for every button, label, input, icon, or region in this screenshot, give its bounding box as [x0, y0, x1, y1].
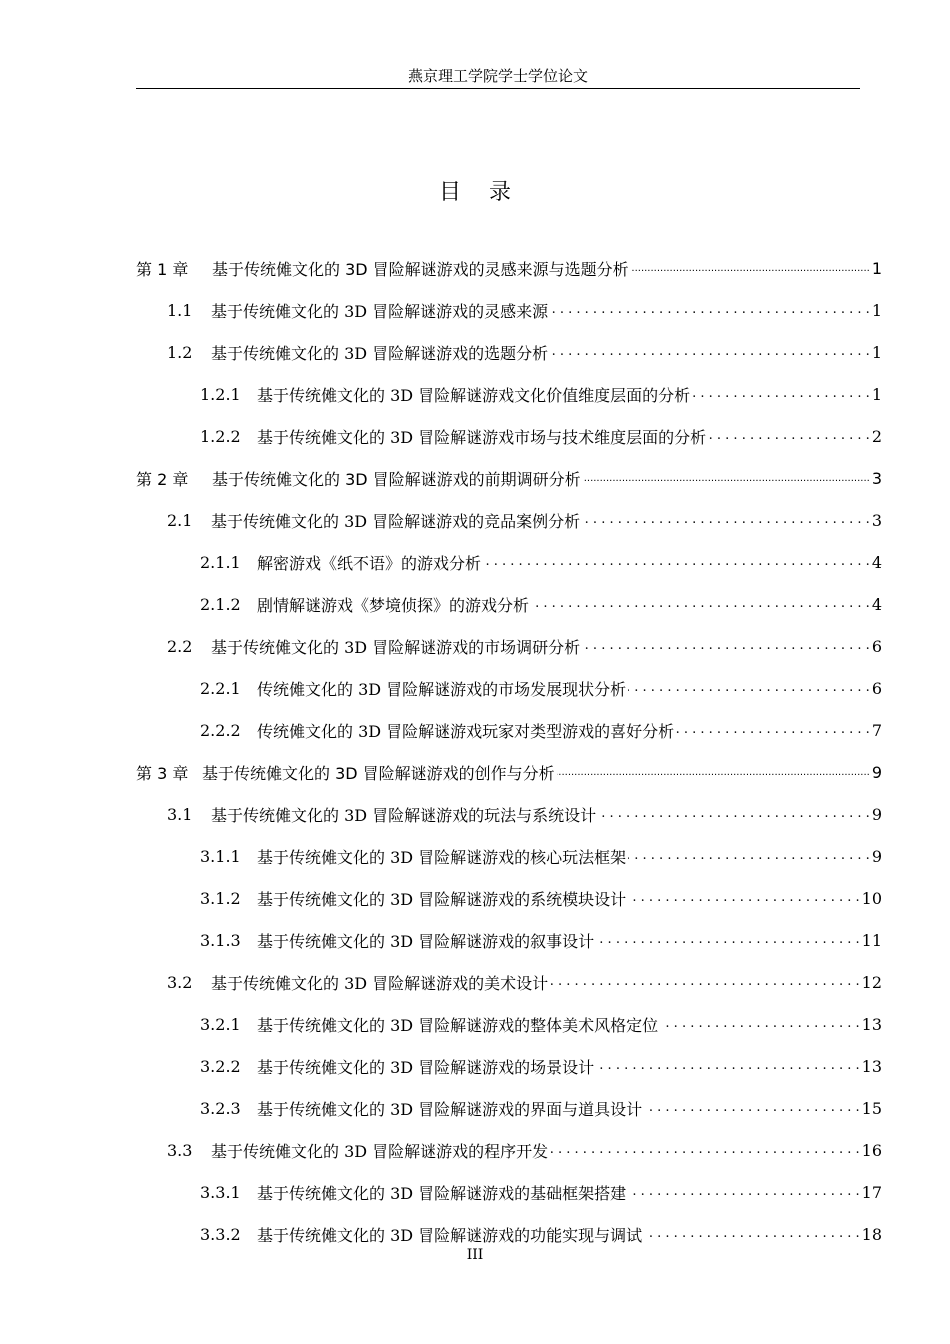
toc-entry[interactable] — [136, 709, 882, 751]
toc-dot-leader — [628, 846, 870, 866]
toc-entry-title: 基于传统傩文化的 3D 冒险解谜游戏的选题分析 — [211, 343, 549, 363]
toc-entry-number: 2.1.2 — [200, 594, 241, 614]
toc-entry-page: 13 — [861, 1014, 882, 1034]
toc-dot-leader — [644, 1098, 859, 1118]
toc-entry-title: 基于传统傩文化的 3D 冒险解谜游戏的竞品案例分析 — [211, 511, 581, 531]
toc-entry[interactable] — [136, 541, 882, 583]
toc-entry[interactable] — [136, 583, 882, 625]
toc-entry-title: 解密游戏《纸不语》的游戏分析 — [257, 553, 482, 573]
toc-entry-number: 3.2.1 — [200, 1014, 241, 1034]
toc-entry[interactable] — [136, 877, 882, 919]
toc-entry-number: 1.1 — [167, 300, 193, 320]
toc-dot-leader — [557, 762, 870, 782]
toc-entry[interactable] — [136, 457, 882, 499]
toc-entry-page: 18 — [861, 1224, 882, 1244]
toc-entry[interactable] — [136, 331, 882, 373]
toc-entry-page: 6 — [871, 636, 882, 656]
toc-entry-number: 3.2.2 — [200, 1056, 241, 1076]
toc-entry-title: 基于传统傩文化的 3D 冒险解谜游戏的玩法与系统设计 — [211, 805, 597, 825]
toc-entry-number: 第 1 章 — [136, 259, 189, 279]
toc-entry-title: 基于传统傩文化的 3D 冒险解谜游戏文化价值维度层面的分析 — [257, 385, 691, 405]
toc-entry-page: 17 — [861, 1182, 882, 1202]
toc-entry[interactable] — [136, 919, 882, 961]
toc-entry-title: 基于传统傩文化的 3D 冒险解谜游戏的美术设计 — [211, 973, 549, 993]
toc-entry-number: 3.1 — [167, 804, 193, 824]
toc-entry-number: 3.1.1 — [200, 846, 241, 866]
toc-entry[interactable] — [136, 751, 882, 793]
toc-entry-page: 2 — [871, 426, 882, 446]
toc-dot-leader — [550, 342, 870, 362]
toc-entry-page: 9 — [871, 846, 882, 866]
toc-entry-page: 15 — [861, 1098, 882, 1118]
toc-dot-leader — [598, 804, 870, 824]
toc-entry-title: 基于传统傩文化的 3D 冒险解谜游戏的前期调研分析 — [212, 469, 581, 489]
page-number: III — [466, 1247, 484, 1263]
toc-entry[interactable] — [136, 625, 882, 667]
toc-entry-number: 1.2.2 — [200, 426, 241, 446]
toc-entry[interactable] — [136, 667, 882, 709]
toc-entry-title: 剧情解谜游戏《梦境侦探》的游戏分析 — [257, 595, 530, 615]
toc-dot-leader — [692, 384, 870, 404]
toc-entry-number: 1.2 — [167, 342, 193, 362]
toc-entry-title: 基于传统傩文化的 3D 冒险解谜游戏的整体美术风格定位 — [257, 1015, 659, 1035]
toc-entry-page: 12 — [861, 972, 882, 992]
toc-dot-leader — [550, 1140, 859, 1160]
toc-dot-leader — [483, 552, 870, 572]
toc-entry-page: 1 — [871, 300, 882, 320]
toc-entry[interactable] — [136, 499, 882, 541]
toc-entry-number: 3.2 — [167, 972, 193, 992]
toc-entry-number: 第 2 章 — [136, 469, 189, 489]
toc-dot-leader — [628, 1182, 859, 1202]
toc-entry-page: 6 — [871, 678, 882, 698]
toc-dot-leader — [583, 468, 870, 488]
toc-entry-page: 1 — [871, 342, 882, 362]
toc-entry[interactable] — [136, 1171, 882, 1213]
toc-entry[interactable] — [136, 415, 882, 457]
toc-entry-title: 传统傩文化的 3D 冒险解谜游戏的市场发展现状分析 — [257, 679, 627, 699]
toc-entry-number: 2.1 — [167, 510, 193, 530]
toc-dot-leader — [550, 300, 870, 320]
toc-entry-page: 3 — [871, 510, 882, 530]
toc-entry-title: 基于传统傩文化的 3D 冒险解谜游戏的界面与道具设计 — [257, 1099, 643, 1119]
toc-entry-page: 4 — [871, 594, 882, 614]
toc-entry-page: 7 — [871, 720, 882, 740]
toc-entry-page: 3 — [871, 468, 882, 488]
toc-entry[interactable] — [136, 1003, 882, 1045]
toc-dot-leader — [628, 678, 870, 698]
toc-entry-number: 第 3 章 — [136, 763, 189, 783]
toc-entry-number: 3.3.2 — [200, 1224, 241, 1244]
toc-dot-leader — [708, 426, 870, 446]
toc-entry-page: 13 — [861, 1056, 882, 1076]
toc-entry-title: 基于传统傩文化的 3D 冒险解谜游戏市场与技术维度层面的分析 — [257, 427, 707, 447]
toc-dot-leader — [660, 1014, 859, 1034]
toc-dot-leader — [531, 594, 870, 614]
toc-entry-title: 基于传统傩文化的 3D 冒险解谜游戏的叙事设计 — [257, 931, 595, 951]
toc-entry-number: 1.2.1 — [200, 384, 241, 404]
toc-entry-title: 基于传统傩文化的 3D 冒险解谜游戏的功能实现与调试 — [257, 1225, 643, 1245]
toc-entry[interactable] — [136, 1129, 882, 1171]
toc-entry-title: 基于传统傩文化的 3D 冒险解谜游戏的市场调研分析 — [211, 637, 581, 657]
toc-entry-page: 11 — [861, 930, 882, 950]
table-of-contents — [136, 247, 882, 1255]
toc-entry-title: 传统傩文化的 3D 冒险解谜游戏玩家对类型游戏的喜好分析 — [257, 721, 675, 741]
toc-dot-leader — [582, 636, 870, 656]
running-header: 燕京理工学院学士学位论文 — [407, 67, 588, 85]
toc-dot-leader — [550, 972, 859, 992]
toc-entry-page: 16 — [861, 1140, 882, 1160]
toc-entry-title: 基于传统傩文化的 3D 冒险解谜游戏的系统模块设计 — [257, 889, 627, 909]
toc-entry[interactable] — [136, 247, 882, 289]
toc-entry-title: 基于传统傩文化的 3D 冒险解谜游戏的核心玩法框架 — [257, 847, 627, 867]
toc-entry-title: 基于传统傩文化的 3D 冒险解谜游戏的灵感来源 — [211, 301, 549, 321]
toc-dot-leader — [596, 930, 859, 950]
toc-entry-number: 3.1.3 — [200, 930, 241, 950]
toc-dot-leader — [676, 720, 870, 740]
toc-entry-title: 基于传统傩文化的 3D 冒险解谜游戏的基础框架搭建 — [257, 1183, 627, 1203]
toc-entry-number: 2.1.1 — [200, 552, 241, 572]
toc-entry-page: 1 — [871, 258, 882, 278]
toc-dot-leader — [582, 510, 870, 530]
toc-entry-number: 2.2 — [167, 636, 193, 656]
toc-dot-leader — [628, 888, 859, 908]
toc-entry[interactable] — [136, 835, 882, 877]
toc-entry-number: 3.1.2 — [200, 888, 241, 908]
toc-entry-page: 10 — [861, 888, 882, 908]
toc-entry-number: 3.3 — [167, 1140, 193, 1160]
toc-entry[interactable] — [136, 961, 882, 1003]
toc-entry-number: 3.3.1 — [200, 1182, 241, 1202]
toc-entry-number: 2.2.2 — [200, 720, 241, 740]
toc-entry[interactable] — [136, 1087, 882, 1129]
toc-entry[interactable] — [136, 289, 882, 331]
header-rule — [136, 88, 860, 89]
toc-entry-page: 9 — [871, 804, 882, 824]
toc-entry-page: 1 — [871, 384, 882, 404]
toc-entry-title: 基于传统傩文化的 3D 冒险解谜游戏的灵感来源与选题分析 — [212, 259, 629, 279]
toc-dot-leader — [596, 1056, 859, 1076]
toc-entry-page: 4 — [871, 552, 882, 572]
toc-entry-page: 9 — [871, 762, 882, 782]
toc-dot-leader — [631, 258, 870, 278]
page-title: 目录 — [438, 180, 539, 205]
toc-entry-title: 基于传统傩文化的 3D 冒险解谜游戏的程序开发 — [211, 1141, 549, 1161]
toc-entry[interactable] — [136, 1045, 882, 1087]
toc-entry-title: 基于传统傩文化的 3D 冒险解谜游戏的场景设计 — [257, 1057, 595, 1077]
toc-entry[interactable] — [136, 373, 882, 415]
toc-entry-title: 基于传统傩文化的 3D 冒险解谜游戏的创作与分析 — [202, 763, 555, 783]
toc-entry-number: 3.2.3 — [200, 1098, 241, 1118]
toc-entry[interactable] — [136, 793, 882, 835]
toc-dot-leader — [644, 1224, 859, 1244]
toc-entry-number: 2.2.1 — [200, 678, 241, 698]
